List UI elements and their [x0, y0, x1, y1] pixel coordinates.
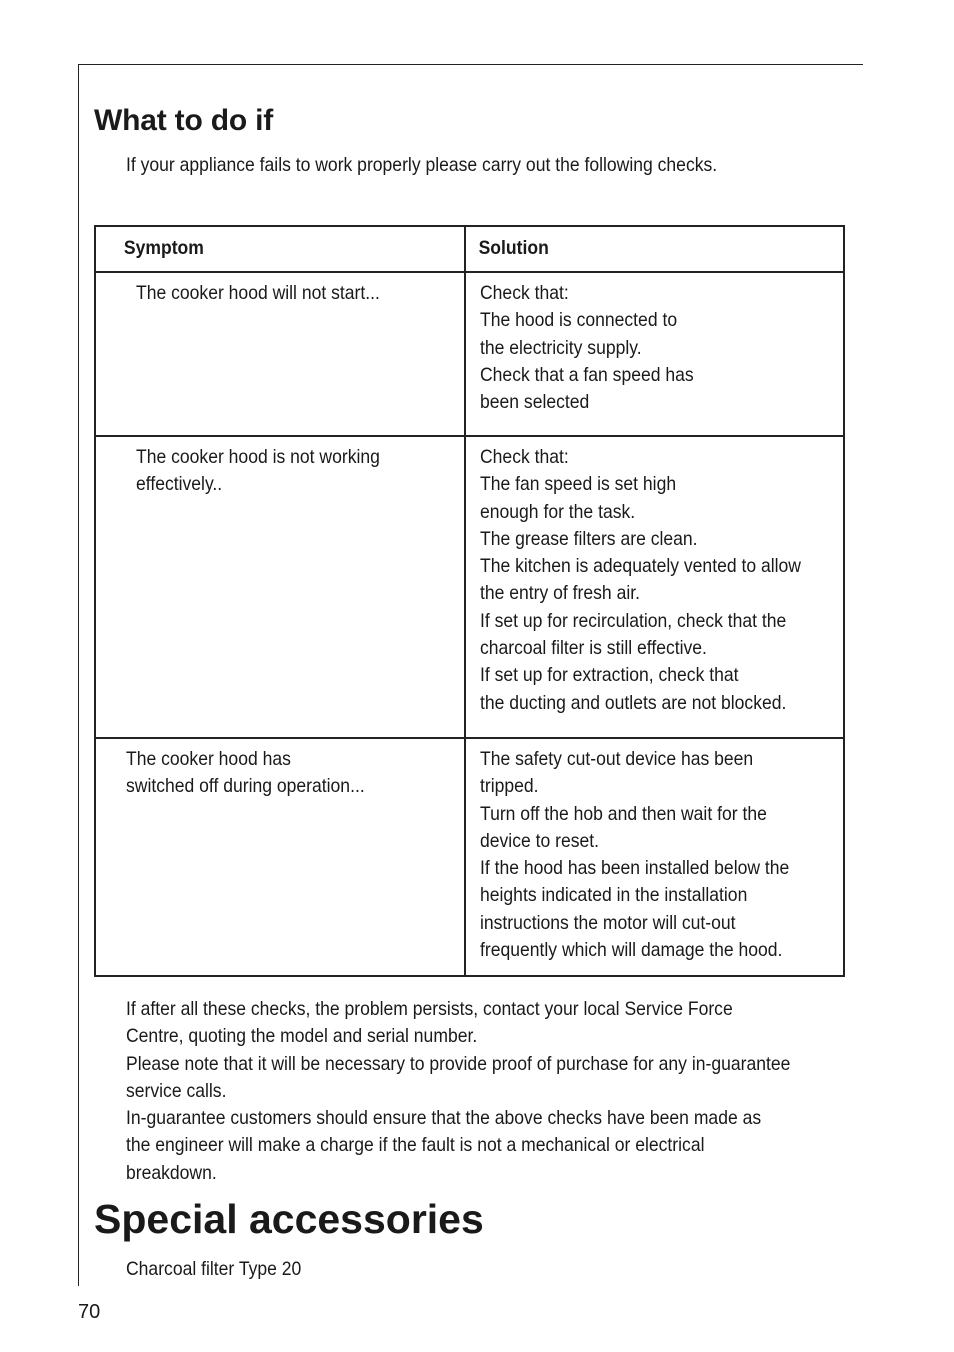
solution-line: enough for the task. — [480, 500, 636, 523]
symptom-line: The cooker hood will not start... — [136, 282, 380, 304]
solution-line: charcoal filter is still effective. — [480, 637, 707, 660]
page-number: 70 — [78, 1301, 101, 1323]
symptom-line: The cooker hood is not working — [136, 446, 380, 468]
solution-line: The safety cut-out device has been — [480, 748, 754, 770]
symptom-cell — [95, 436, 465, 738]
solution-line: Turn off the hob and then wait for the — [480, 802, 767, 825]
solution-line: Check that: — [480, 446, 569, 468]
solution-line: If set up for recirculation, check that the — [480, 609, 787, 632]
note-line: Please note that it will be necessary to provide proof of purchase for any in-guarantee — [126, 1052, 791, 1075]
note-line: In-guarantee customers should ensure that the above checks have been made as — [126, 1107, 762, 1130]
accessory-item: Charcoal filter Type 20 — [126, 1258, 302, 1280]
note-line: service calls. — [126, 1079, 227, 1102]
solution-line: tripped. — [480, 775, 539, 798]
table-header-row — [95, 226, 844, 272]
solution-line: The fan speed is set high — [480, 473, 677, 496]
section-heading: What to do if — [94, 104, 274, 137]
intro-text: If your appliance fails to work properly please carry out the following checks. — [126, 154, 718, 176]
solution-line: the electricity supply. — [480, 336, 642, 359]
solution-line: been selected — [480, 391, 590, 414]
service-note — [126, 996, 864, 1187]
solution-line: the ducting and outlets are not blocked. — [480, 691, 787, 714]
solution-line: Check that: — [480, 282, 569, 304]
solution-line: Check that a fan speed has — [480, 363, 694, 386]
solution-line: heights indicated in the installation — [480, 884, 748, 907]
solution-cell — [465, 272, 844, 436]
table-row — [95, 738, 844, 976]
note-line: breakdown. — [126, 1161, 217, 1184]
troubleshooting-table — [94, 225, 845, 977]
symptom-cell — [95, 272, 465, 436]
symptom-header-label: Symptom — [123, 237, 204, 259]
solution-line: The hood is connected to — [480, 309, 678, 332]
left-rule — [78, 64, 79, 1286]
accessories-heading: Special accessories — [94, 1196, 484, 1242]
top-rule — [78, 64, 863, 65]
solution-line: device to reset. — [480, 829, 600, 852]
solution-line: The grease filters are clean. — [480, 527, 698, 550]
solution-line: The kitchen is adequately vented to allow — [480, 555, 801, 578]
solution-cell — [465, 436, 844, 738]
symptom-line: The cooker hood has — [126, 748, 291, 770]
solution-line: instructions the motor will cut-out — [480, 911, 736, 934]
solution-line: If set up for extraction, check that — [480, 664, 739, 687]
solution-cell — [465, 738, 844, 976]
solution-line: If the hood has been installed below the — [480, 857, 790, 880]
note-line: If after all these checks, the problem persists, contact your local Service Force — [126, 998, 733, 1020]
solution-header-label: Solution — [478, 237, 549, 259]
symptom-line: switched off during operation... — [126, 775, 365, 798]
table-row — [95, 436, 844, 738]
solution-line: frequently which will damage the hood. — [480, 939, 783, 962]
solution-line: the entry of fresh air. — [480, 582, 640, 605]
note-line: Centre, quoting the model and serial number. — [126, 1025, 478, 1048]
symptom-cell — [95, 738, 465, 976]
symptom-line: effectively.. — [136, 473, 223, 496]
symptom-header — [95, 226, 465, 272]
solution-header — [465, 226, 844, 272]
note-line: the engineer will make a charge if the fault is not a mechanical or electrical — [126, 1134, 705, 1157]
table-row — [95, 272, 844, 436]
